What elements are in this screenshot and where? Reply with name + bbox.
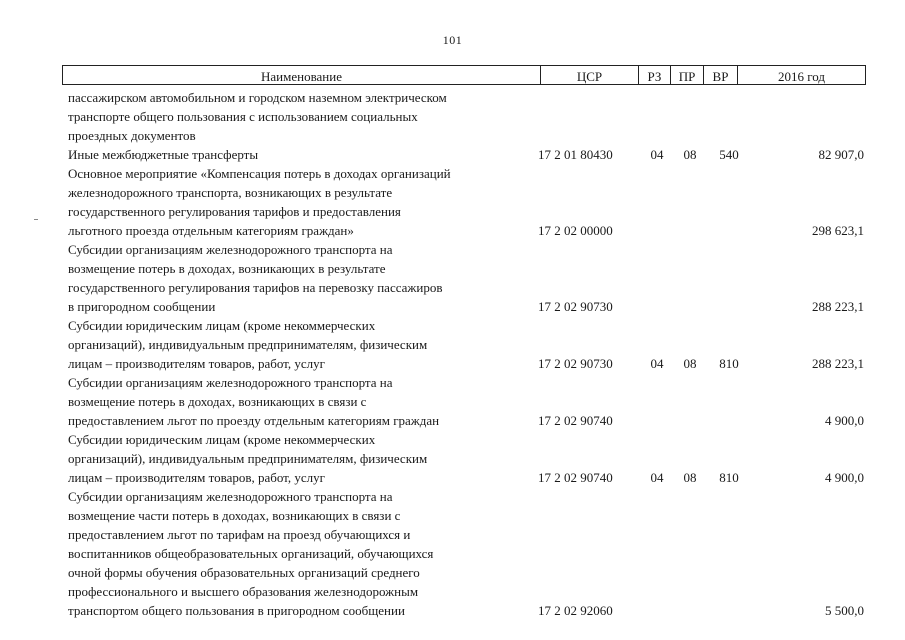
row-vr: 810	[719, 356, 739, 371]
row-name-line: профессионального и высшего образования железнодорожным	[68, 584, 419, 599]
row-amount: 82 907,0	[818, 147, 864, 162]
row-name-line: Субсидии юридическим лицам (кроме некоммерческих	[68, 432, 376, 447]
row-name-line: организаций), индивидуальным предпринимателям, физическим	[68, 337, 428, 352]
row-name	[68, 316, 538, 373]
row-csr: 17 2 02 92060	[538, 603, 613, 618]
row-name-line: Иные межбюджетные трансферты	[68, 147, 259, 162]
page-number: 101	[442, 33, 463, 47]
row-csr: 17 2 02 90740	[538, 470, 613, 485]
row-name-line: Основное мероприятие «Компенсация потерь в доходах организаций	[68, 166, 451, 181]
row-amount: 288 223,1	[812, 356, 864, 371]
row-csr: 17 2 01 80430	[538, 147, 613, 162]
table-row	[0, 88, 905, 145]
table-row	[0, 164, 905, 240]
table-row	[0, 145, 905, 164]
row-name	[68, 430, 538, 487]
header-year: 2016 год	[737, 66, 865, 84]
row-name-line: лицам – производителям товаров, работ, услуг	[68, 470, 325, 485]
row-rz: 04	[650, 470, 664, 485]
table-header	[62, 65, 866, 85]
row-name-line: железнодорожного транспорта, возникающих в результате	[68, 185, 393, 200]
row-name	[68, 164, 538, 240]
table-row	[0, 240, 905, 316]
row-name-line: воспитанников общеобразовательных организаций, обучающихся	[68, 546, 434, 561]
row-name-line: возмещение потерь в доходах, возникающих в результате	[68, 261, 386, 276]
row-name-line: пассажирском автомобильном и городском наземном электрическом	[68, 90, 447, 105]
row-name-line: возмещение части потерь в доходах, возникающих в связи с	[68, 508, 401, 523]
row-name	[68, 88, 538, 145]
row-name-line: предоставлением льгот по тарифам на проезд обучающихся и	[68, 527, 411, 542]
row-vr: 810	[719, 470, 739, 485]
row-name	[68, 240, 538, 316]
row-amount: 4 900,0	[825, 470, 864, 485]
row-pr: 08	[683, 356, 697, 371]
row-name-line: Субсидии организациям железнодорожного транспорта на	[68, 489, 393, 504]
row-name-line: Субсидии организациям железнодорожного транспорта на	[68, 242, 393, 257]
table-row	[0, 487, 905, 620]
row-name-line: транспортом общего пользования в пригородном сообщении	[68, 603, 405, 618]
row-name	[68, 487, 538, 620]
header-pr: ПР	[670, 66, 703, 84]
row-name-line: возмещение потерь в доходах, возникающих в связи с	[68, 394, 367, 409]
row-name-line: льготного проезда отдельным категориям граждан»	[68, 223, 354, 238]
table-row	[0, 316, 905, 373]
header-rz: РЗ	[638, 66, 670, 84]
header-csr: ЦСР	[540, 66, 638, 84]
row-pr: 08	[683, 470, 697, 485]
row-name-line: предоставлением льгот по проезду отдельным категориям граждан	[68, 413, 440, 428]
row-name-line: в пригородном сообщении	[68, 299, 216, 314]
row-vr: 540	[719, 147, 739, 162]
row-name-line: транспорте общего пользования с использованием социальных	[68, 109, 418, 124]
row-name-line: государственного регулирования тарифов на перевозку пассажиров	[68, 280, 443, 295]
row-amount: 288 223,1	[812, 299, 864, 314]
row-csr: 17 2 02 90730	[538, 299, 613, 314]
row-name	[68, 145, 538, 164]
row-csr: 17 2 02 00000	[538, 223, 613, 238]
row-name-line: государственного регулирования тарифов и предоставления	[68, 204, 401, 219]
row-name-line: очной формы обучения образовательных организаций среднего	[68, 565, 420, 580]
row-amount: 5 500,0	[825, 603, 864, 618]
row-name-line: Субсидии организациям железнодорожного транспорта на	[68, 375, 393, 390]
row-amount: 4 900,0	[825, 413, 864, 428]
row-csr: 17 2 02 90740	[538, 413, 613, 428]
row-name	[68, 373, 538, 430]
table-row	[0, 430, 905, 487]
row-amount: 298 623,1	[812, 223, 864, 238]
row-csr: 17 2 02 90730	[538, 356, 613, 371]
row-name-line: проездных документов	[68, 128, 196, 143]
table-row	[0, 373, 905, 430]
row-rz: 04	[650, 356, 664, 371]
row-pr: 08	[683, 147, 697, 162]
row-name-line: Субсидии юридическим лицам (кроме некоммерческих	[68, 318, 376, 333]
header-name: Наименование	[261, 69, 342, 84]
header-vr: ВР	[703, 66, 737, 84]
row-name-line: организаций), индивидуальным предпринимателям, физическим	[68, 451, 428, 466]
row-name-line: лицам – производителям товаров, работ, услуг	[68, 356, 325, 371]
row-rz: 04	[650, 147, 664, 162]
